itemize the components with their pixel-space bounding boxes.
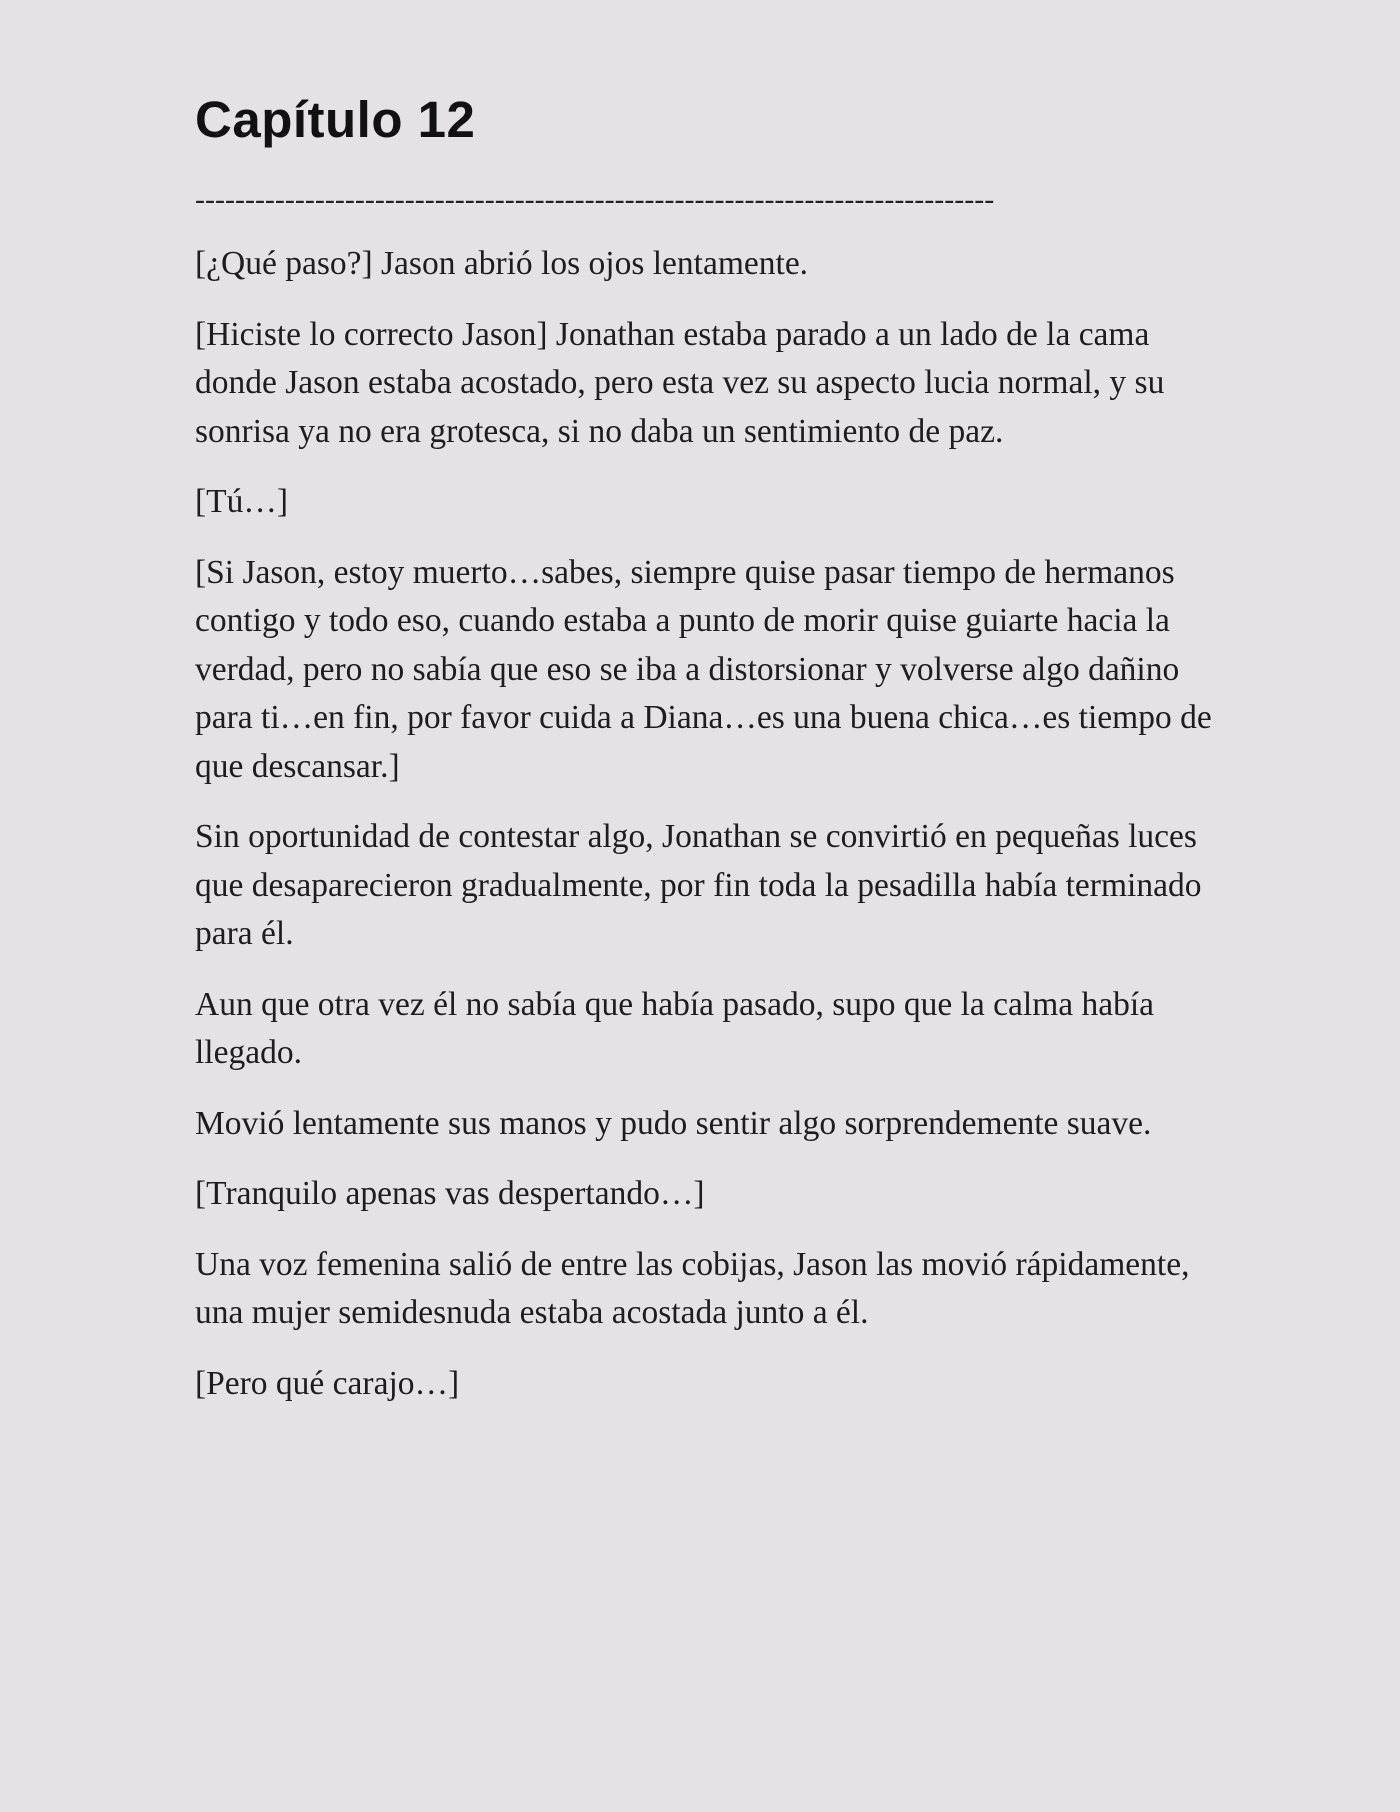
document-page bbox=[195, 88, 1225, 1430]
chapter-body bbox=[195, 240, 1225, 1408]
paragraph: [Pero qué carajo…] bbox=[195, 1364, 460, 1402]
separator-line: -------------------------------------------------------------------------------- bbox=[195, 183, 995, 216]
paragraph: [Hiciste lo correcto Jason] Jonathan estaba parado a un lado de la cama donde Jason estaba acostado, pero esta vez su aspecto lucia normal, y su sonrisa ya no era grotesca, si no daba un sentimiento de paz. bbox=[195, 315, 1165, 450]
paragraph: [¿Qué paso?] Jason abrió los ojos lentamente. bbox=[195, 245, 809, 282]
paragraph: Una voz femenina salió de entre las cobijas, Jason las movió rápidamente, una mujer semidesnuda estaba acostada junto a él. bbox=[195, 1245, 1190, 1331]
paragraph: [Si Jason, estoy muerto…sabes, siempre quise pasar tiempo de hermanos contigo y todo eso, cuando estaba a punto de morir quise guiarte hacia la verdad, pero no sabía que eso se iba a distorsionar y volverse algo dañino para ti…en fin, por favor cuida a Diana…es una buena chica…es tiempo de que descansar.] bbox=[195, 553, 1212, 785]
paragraph: Sin oportunidad de contestar algo, Jonathan se convirtió en pequeñas luces que desaparecieron gradualmente, por fin toda la pesadilla había terminado para él. bbox=[195, 818, 1202, 952]
paragraph: Movió lentamente sus manos y pudo sentir algo sorprendemente suave. bbox=[195, 1104, 1152, 1142]
paragraph: [Tranquilo apenas vas despertando…] bbox=[195, 1175, 705, 1212]
paragraph: Aun que otra vez él no sabía que había pasado, supo que la calma había llegado. bbox=[195, 985, 1155, 1071]
paragraph: [Tú…] bbox=[195, 483, 289, 520]
chapter-title: Capítulo 12 bbox=[195, 91, 476, 148]
